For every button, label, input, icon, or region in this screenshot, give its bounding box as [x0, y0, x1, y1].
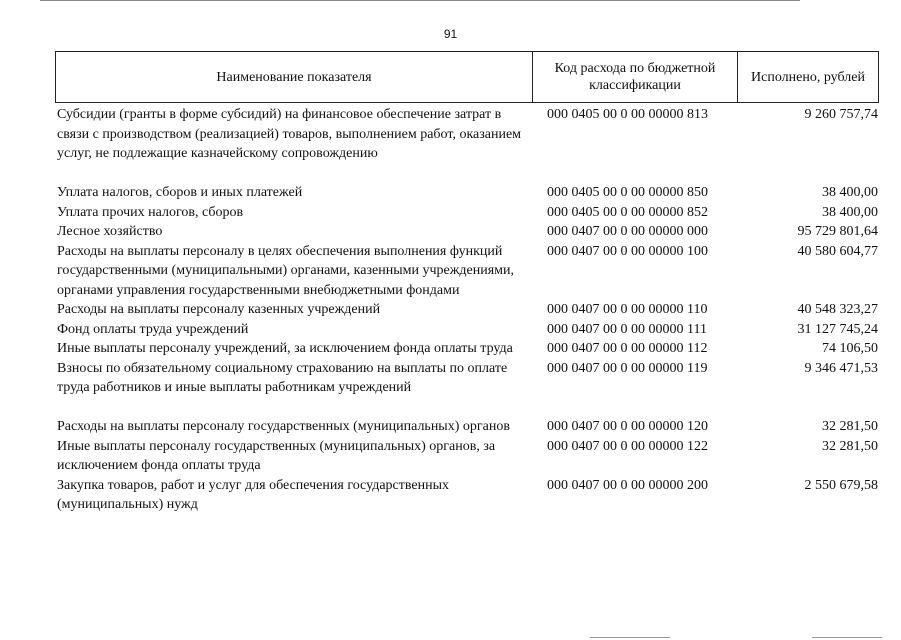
row-name: Взносы по обязательному социальному страхованию на выплаты по оплате труда работников и иные выплаты работникам учреждений: [57, 360, 508, 395]
row-executed: 40 580 604,77: [797, 243, 878, 259]
row-executed: 38 400,00: [822, 204, 878, 220]
row-name: Расходы на выплаты персоналу в целях обеспечения выполнения функций государственными (муниципальными) органами, казенными учреждениями, органами управления государственными внебюджетными фондами: [57, 243, 514, 298]
row-name: Расходы на выплаты персоналу казенных учреждений: [57, 302, 381, 317]
row-name: Иные выплаты персоналу государственных (муниципальных) органов, за исключением фонда оплаты труда: [57, 438, 496, 473]
row-code: 000 0407 00 0 00 00000 120: [547, 419, 708, 434]
row-name: Субсидии (гранты в форме субсидий) на финансовое обеспечение затрат в связи с производством (реализацией) товаров, выполнением работ, оказанием услуг, не подлежащие казначейскому сопровождению: [57, 107, 522, 161]
row-executed: 9 260 757,74: [804, 107, 878, 122]
table-header: [55, 51, 879, 103]
row-code: 000 0405 00 0 00 00000 850: [547, 185, 708, 200]
row-executed: 31 127 745,24: [797, 321, 878, 337]
row-executed: 74 106,50: [822, 341, 878, 356]
row-name: Иные выплаты персоналу учреждений, за исключением фонда оплаты труда: [57, 341, 513, 356]
page-number: 91: [443, 27, 458, 41]
row-executed: 32 281,50: [822, 438, 878, 454]
row-name: Лесное хозяйство: [57, 224, 163, 239]
table-row: [55, 242, 879, 301]
bottom-scan-rule: [590, 637, 670, 638]
row-name: Фонд оплаты труда учреждений: [57, 321, 249, 337]
row-code: 000 0407 00 0 00 00000 111: [547, 321, 707, 337]
table-row: [55, 203, 879, 223]
table-row: [55, 417, 879, 437]
row-name: Уплата налогов, сборов и иных платежей: [57, 185, 303, 200]
header-name: Наименование показателя: [56, 52, 533, 102]
row-name: Расходы на выплаты персоналу государственных (муниципальных) органов: [57, 419, 510, 434]
table-row: [55, 339, 879, 359]
row-code: 000 0407 00 0 00 00000 122: [547, 438, 708, 454]
top-scan-rule: [40, 0, 800, 1]
bottom-scan-rule: [812, 637, 882, 638]
row-executed: 95 729 801,64: [797, 224, 878, 239]
table-row: [55, 437, 879, 476]
row-executed: 9 346 471,53: [804, 360, 878, 376]
row-code: 000 0407 00 0 00 00000 119: [547, 360, 708, 376]
row-executed: 32 281,50: [822, 419, 878, 434]
table-body: [55, 105, 879, 515]
table-row: [55, 300, 879, 320]
row-name: Уплата прочих налогов, сборов: [57, 204, 244, 220]
row-code: 000 0405 00 0 00 00000 813: [547, 107, 708, 122]
header-code: Код расхода по бюджетной классификации: [533, 52, 738, 102]
row-executed: 38 400,00: [822, 185, 878, 200]
table-row: [55, 476, 879, 515]
row-executed: 40 548 323,27: [797, 302, 878, 317]
table-row: [55, 222, 879, 242]
table-row: [55, 105, 879, 164]
table-row: [55, 359, 879, 398]
table-row: [55, 320, 879, 340]
header-executed: Исполнено, рублей: [751, 69, 865, 85]
row-code: 000 0407 00 0 00 00000 112: [547, 341, 708, 356]
row-executed: 2 550 679,58: [804, 477, 878, 493]
row-name: Закупка товаров, работ и услуг для обеспечения государственных (муниципальных) нужд: [57, 477, 450, 512]
table-row: [55, 183, 879, 203]
row-code: 000 0407 00 0 00 00000 100: [547, 243, 708, 259]
row-code: 000 0407 00 0 00 00000 110: [547, 302, 708, 317]
row-code: 000 0407 00 0 00 00000 000: [547, 224, 708, 239]
row-code: 000 0405 00 0 00 00000 852: [547, 204, 708, 220]
row-code: 000 0407 00 0 00 00000 200: [547, 477, 708, 493]
